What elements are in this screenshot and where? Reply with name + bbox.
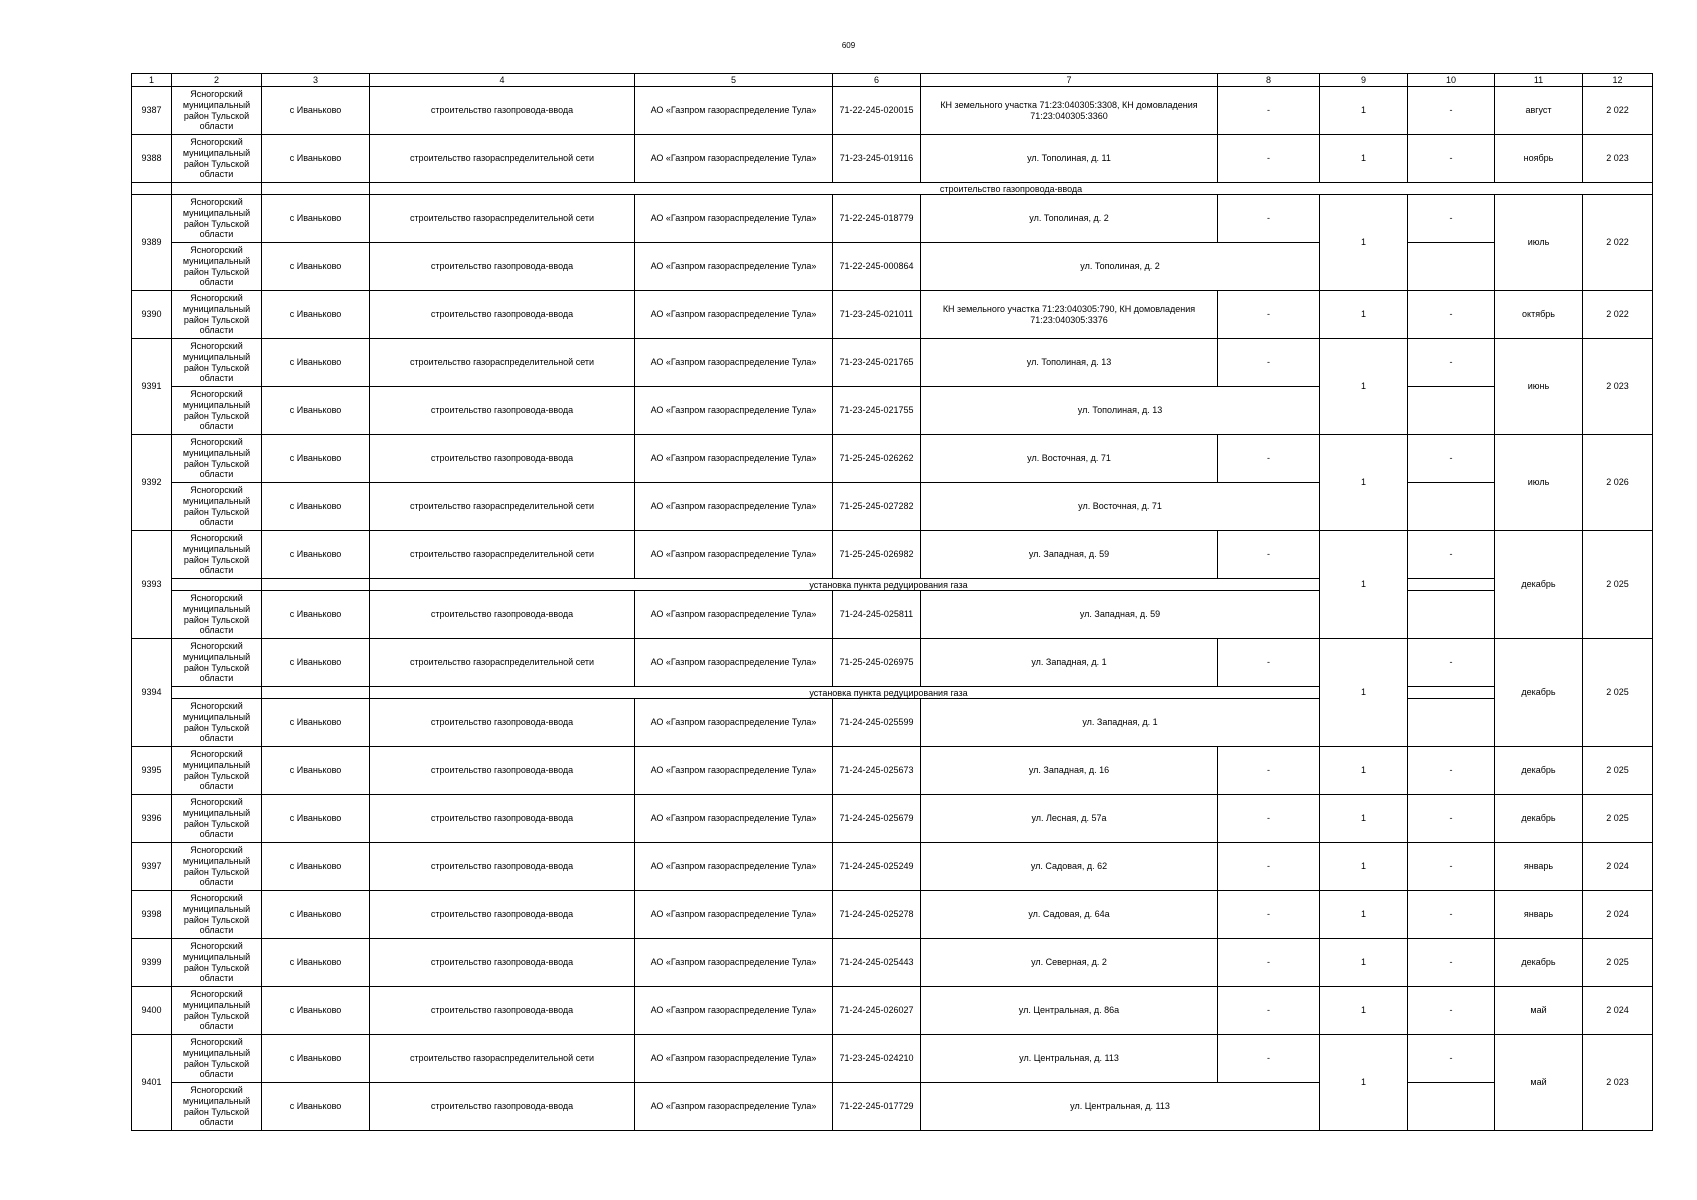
- organization-cell: АО «Газпром газораспределение Тула»: [635, 87, 833, 135]
- col9-cell: 1: [1320, 891, 1408, 939]
- district-cell: Ясногорский муниципальный район Тульской области: [172, 135, 262, 183]
- code-cell: 71-24-245-025673: [833, 747, 921, 795]
- section-row: [132, 687, 1653, 699]
- work-type-cell: строительство газопровода-ввода: [370, 939, 635, 987]
- organization-cell: АО «Газпром газораспределение Тула»: [635, 699, 833, 747]
- col9-cell: 1: [1320, 747, 1408, 795]
- district-cell: Ясногорский муниципальный район Тульской области: [172, 1083, 262, 1131]
- work-type-cell: строительство газораспределительной сети: [370, 531, 635, 579]
- col10-cell: -: [1408, 639, 1495, 687]
- col8-cell: -: [1218, 843, 1320, 891]
- district-cell: Ясногорский муниципальный район Тульской области: [172, 843, 262, 891]
- settlement-cell: с Иваньково: [262, 795, 370, 843]
- work-type-cell: строительство газопровода-ввода: [370, 291, 635, 339]
- empty-cell: [1408, 687, 1495, 699]
- table-row: [132, 135, 1653, 183]
- row-number: 9391: [132, 339, 172, 435]
- empty-cell: [172, 687, 262, 699]
- address-cell: ул. Восточная, д. 71: [921, 483, 1320, 531]
- table-row: [132, 639, 1653, 687]
- code-cell: 71-23-245-024210: [833, 1035, 921, 1083]
- col8-cell: -: [1218, 891, 1320, 939]
- table-row: [132, 339, 1653, 387]
- row-number: 9398: [132, 891, 172, 939]
- row-number: 9397: [132, 843, 172, 891]
- col8-cell: -: [1218, 195, 1320, 243]
- settlement-cell: с Иваньково: [262, 339, 370, 387]
- column-header: 8: [1218, 74, 1320, 87]
- empty-cell: [1408, 591, 1495, 639]
- address-cell: ул. Центральная, д. 113: [921, 1083, 1320, 1131]
- year-cell: 2 024: [1583, 843, 1653, 891]
- month-cell: январь: [1495, 843, 1583, 891]
- empty-cell: [132, 183, 172, 195]
- section-title: установка пункта редуцирования газа: [370, 579, 1408, 591]
- table-row: [132, 435, 1653, 483]
- year-cell: 2 022: [1583, 195, 1653, 291]
- organization-cell: АО «Газпром газораспределение Тула»: [635, 387, 833, 435]
- month-cell: май: [1495, 1035, 1583, 1131]
- table-row: [132, 1083, 1653, 1131]
- col10-cell: -: [1408, 87, 1495, 135]
- organization-cell: АО «Газпром газораспределение Тула»: [635, 531, 833, 579]
- work-type-cell: строительство газопровода-ввода: [370, 87, 635, 135]
- col9-cell: 1: [1320, 435, 1408, 531]
- code-cell: 71-25-245-026975: [833, 639, 921, 687]
- settlement-cell: с Иваньково: [262, 843, 370, 891]
- district-cell: Ясногорский муниципальный район Тульской области: [172, 891, 262, 939]
- column-header: 7: [921, 74, 1218, 87]
- column-header: 9: [1320, 74, 1408, 87]
- settlement-cell: с Иваньково: [262, 747, 370, 795]
- col9-cell: 1: [1320, 87, 1408, 135]
- col9-cell: 1: [1320, 843, 1408, 891]
- month-cell: ноябрь: [1495, 135, 1583, 183]
- work-type-cell: строительство газопровода-ввода: [370, 243, 635, 291]
- month-cell: июль: [1495, 435, 1583, 531]
- year-cell: 2 024: [1583, 987, 1653, 1035]
- year-cell: 2 023: [1583, 1035, 1653, 1131]
- settlement-cell: с Иваньково: [262, 531, 370, 579]
- col10-cell: -: [1408, 531, 1495, 579]
- settlement-cell: с Иваньково: [262, 291, 370, 339]
- address-cell: ул. Тополиная, д. 13: [921, 339, 1218, 387]
- year-cell: 2 023: [1583, 135, 1653, 183]
- work-type-cell: строительство газопровода-ввода: [370, 1083, 635, 1131]
- organization-cell: АО «Газпром газораспределение Тула»: [635, 483, 833, 531]
- col8-cell: -: [1218, 435, 1320, 483]
- year-cell: 2 025: [1583, 531, 1653, 639]
- table-row: [132, 243, 1653, 291]
- code-cell: 71-24-245-025599: [833, 699, 921, 747]
- month-cell: август: [1495, 87, 1583, 135]
- organization-cell: АО «Газпром газораспределение Тула»: [635, 243, 833, 291]
- district-cell: Ясногорский муниципальный район Тульской области: [172, 195, 262, 243]
- column-header: 5: [635, 74, 833, 87]
- district-cell: Ясногорский муниципальный район Тульской области: [172, 639, 262, 687]
- year-cell: 2 025: [1583, 639, 1653, 747]
- col9-cell: 1: [1320, 987, 1408, 1035]
- col8-cell: -: [1218, 987, 1320, 1035]
- table-row: [132, 87, 1653, 135]
- address-cell: ул. Западная, д. 59: [921, 531, 1218, 579]
- address-cell: ул. Центральная, д. 86а: [921, 987, 1218, 1035]
- district-cell: Ясногорский муниципальный район Тульской области: [172, 1035, 262, 1083]
- column-header: 6: [833, 74, 921, 87]
- district-cell: Ясногорский муниципальный район Тульской области: [172, 987, 262, 1035]
- month-cell: июль: [1495, 195, 1583, 291]
- row-number: 9395: [132, 747, 172, 795]
- empty-cell: [1408, 387, 1495, 435]
- row-number: 9400: [132, 987, 172, 1035]
- code-cell: 71-25-245-027282: [833, 483, 921, 531]
- code-cell: 71-24-245-025443: [833, 939, 921, 987]
- row-number: 9392: [132, 435, 172, 531]
- organization-cell: АО «Газпром газораспределение Тула»: [635, 795, 833, 843]
- district-cell: Ясногорский муниципальный район Тульской области: [172, 243, 262, 291]
- col9-cell: 1: [1320, 531, 1408, 639]
- col8-cell: -: [1218, 135, 1320, 183]
- month-cell: декабрь: [1495, 939, 1583, 987]
- code-cell: 71-23-245-021765: [833, 339, 921, 387]
- work-type-cell: строительство газопровода-ввода: [370, 747, 635, 795]
- work-type-cell: строительство газопровода-ввода: [370, 387, 635, 435]
- table-row: [132, 591, 1653, 639]
- col8-cell: -: [1218, 747, 1320, 795]
- empty-cell: [1408, 699, 1495, 747]
- column-header: 12: [1583, 74, 1653, 87]
- empty-cell: [172, 579, 262, 591]
- settlement-cell: с Иваньково: [262, 639, 370, 687]
- section-title: строительство газопровода-ввода: [370, 183, 1653, 195]
- work-type-cell: строительство газопровода-ввода: [370, 987, 635, 1035]
- column-header: 3: [262, 74, 370, 87]
- table-row: [132, 939, 1653, 987]
- organization-cell: АО «Газпром газораспределение Тула»: [635, 1083, 833, 1131]
- work-type-cell: строительство газопровода-ввода: [370, 795, 635, 843]
- address-cell: ул. Восточная, д. 71: [921, 435, 1218, 483]
- section-row: [132, 183, 1653, 195]
- col10-cell: -: [1408, 987, 1495, 1035]
- address-cell: ул. Западная, д. 16: [921, 747, 1218, 795]
- table-row: [132, 483, 1653, 531]
- work-type-cell: строительство газораспределительной сети: [370, 639, 635, 687]
- address-cell: ул. Северная, д. 2: [921, 939, 1218, 987]
- code-cell: 71-24-245-025811: [833, 591, 921, 639]
- year-cell: 2 025: [1583, 939, 1653, 987]
- organization-cell: АО «Газпром газораспределение Тула»: [635, 291, 833, 339]
- code-cell: 71-25-245-026982: [833, 531, 921, 579]
- month-cell: декабрь: [1495, 531, 1583, 639]
- work-type-cell: строительство газораспределительной сети: [370, 135, 635, 183]
- code-cell: 71-24-245-026027: [833, 987, 921, 1035]
- col8-cell: -: [1218, 531, 1320, 579]
- address-cell: ул. Тополиная, д. 11: [921, 135, 1218, 183]
- code-cell: 71-24-245-025679: [833, 795, 921, 843]
- work-type-cell: строительство газораспределительной сети: [370, 1035, 635, 1083]
- work-type-cell: строительство газораспределительной сети: [370, 195, 635, 243]
- row-number: 9399: [132, 939, 172, 987]
- empty-cell: [262, 183, 370, 195]
- district-cell: Ясногорский муниципальный район Тульской области: [172, 387, 262, 435]
- organization-cell: АО «Газпром газораспределение Тула»: [635, 591, 833, 639]
- year-cell: 2 025: [1583, 795, 1653, 843]
- address-cell: ул. Западная, д. 59: [921, 591, 1320, 639]
- address-cell: ул. Садовая, д. 62: [921, 843, 1218, 891]
- district-cell: Ясногорский муниципальный район Тульской области: [172, 87, 262, 135]
- settlement-cell: с Иваньково: [262, 1035, 370, 1083]
- col10-cell: -: [1408, 891, 1495, 939]
- row-number: 9389: [132, 195, 172, 291]
- organization-cell: АО «Газпром газораспределение Тула»: [635, 891, 833, 939]
- row-number: 9390: [132, 291, 172, 339]
- col9-cell: 1: [1320, 939, 1408, 987]
- settlement-cell: с Иваньково: [262, 1083, 370, 1131]
- col10-cell: -: [1408, 435, 1495, 483]
- col10-cell: -: [1408, 339, 1495, 387]
- address-cell: ул. Западная, д. 1: [921, 639, 1218, 687]
- col10-cell: -: [1408, 795, 1495, 843]
- address-cell: ул. Тополиная, д. 2: [921, 195, 1218, 243]
- col10-cell: -: [1408, 1035, 1495, 1083]
- col9-cell: 1: [1320, 639, 1408, 747]
- empty-cell: [262, 579, 370, 591]
- col9-cell: 1: [1320, 1035, 1408, 1131]
- month-cell: декабрь: [1495, 795, 1583, 843]
- col9-cell: 1: [1320, 291, 1408, 339]
- organization-cell: АО «Газпром газораспределение Тула»: [635, 435, 833, 483]
- empty-cell: [1408, 1083, 1495, 1131]
- col8-cell: -: [1218, 795, 1320, 843]
- table-row: [132, 699, 1653, 747]
- section-row: [132, 579, 1653, 591]
- district-cell: Ясногорский муниципальный район Тульской области: [172, 483, 262, 531]
- district-cell: Ясногорский муниципальный район Тульской области: [172, 291, 262, 339]
- work-type-cell: строительство газораспределительной сети: [370, 339, 635, 387]
- table-row: [132, 195, 1653, 243]
- organization-cell: АО «Газпром газораспределение Тула»: [635, 987, 833, 1035]
- code-cell: 71-22-245-017729: [833, 1083, 921, 1131]
- empty-cell: [1408, 243, 1495, 291]
- table-row: [132, 987, 1653, 1035]
- address-cell: ул. Центральная, д. 113: [921, 1035, 1218, 1083]
- empty-cell: [1408, 483, 1495, 531]
- row-number: 9388: [132, 135, 172, 183]
- year-cell: 2 022: [1583, 87, 1653, 135]
- row-number: 9393: [132, 531, 172, 639]
- code-cell: 71-23-245-019116: [833, 135, 921, 183]
- col8-cell: -: [1218, 291, 1320, 339]
- year-cell: 2 026: [1583, 435, 1653, 531]
- column-number-row: [132, 74, 1653, 87]
- col9-cell: 1: [1320, 135, 1408, 183]
- organization-cell: АО «Газпром газораспределение Тула»: [635, 339, 833, 387]
- column-header: 11: [1495, 74, 1583, 87]
- empty-cell: [262, 687, 370, 699]
- table-row: [132, 291, 1653, 339]
- col8-cell: -: [1218, 1035, 1320, 1083]
- code-cell: 71-22-245-000864: [833, 243, 921, 291]
- organization-cell: АО «Газпром газораспределение Тула»: [635, 939, 833, 987]
- table-row: [132, 891, 1653, 939]
- code-cell: 71-25-245-026262: [833, 435, 921, 483]
- work-type-cell: строительство газопровода-ввода: [370, 699, 635, 747]
- organization-cell: АО «Газпром газораспределение Тула»: [635, 843, 833, 891]
- month-cell: январь: [1495, 891, 1583, 939]
- address-cell: КН земельного участка 71:23:040305:790, КН домовладения 71:23:040305:3376: [921, 291, 1218, 339]
- address-cell: КН земельного участка 71:23:040305:3308, КН домовладения 71:23:040305:3360: [921, 87, 1218, 135]
- table-row: [132, 795, 1653, 843]
- code-cell: 71-23-245-021755: [833, 387, 921, 435]
- table-row: [132, 1035, 1653, 1083]
- code-cell: 71-24-245-025249: [833, 843, 921, 891]
- work-type-cell: строительство газораспределительной сети: [370, 483, 635, 531]
- table-row: [132, 387, 1653, 435]
- col8-cell: -: [1218, 87, 1320, 135]
- district-cell: Ясногорский муниципальный район Тульской области: [172, 699, 262, 747]
- settlement-cell: с Иваньково: [262, 87, 370, 135]
- work-type-cell: строительство газопровода-ввода: [370, 435, 635, 483]
- code-cell: 71-22-245-020015: [833, 87, 921, 135]
- col9-cell: 1: [1320, 195, 1408, 291]
- district-cell: Ясногорский муниципальный район Тульской области: [172, 531, 262, 579]
- year-cell: 2 024: [1583, 891, 1653, 939]
- row-number: 9394: [132, 639, 172, 747]
- settlement-cell: с Иваньково: [262, 435, 370, 483]
- settlement-cell: с Иваньково: [262, 591, 370, 639]
- col8-cell: -: [1218, 639, 1320, 687]
- empty-cell: [1408, 579, 1495, 591]
- settlement-cell: с Иваньково: [262, 987, 370, 1035]
- district-cell: Ясногорский муниципальный район Тульской области: [172, 939, 262, 987]
- organization-cell: АО «Газпром газораспределение Тула»: [635, 195, 833, 243]
- settlement-cell: с Иваньково: [262, 243, 370, 291]
- year-cell: 2 025: [1583, 747, 1653, 795]
- month-cell: декабрь: [1495, 747, 1583, 795]
- code-cell: 71-24-245-025278: [833, 891, 921, 939]
- organization-cell: АО «Газпром газораспределение Тула»: [635, 639, 833, 687]
- code-cell: 71-23-245-021011: [833, 291, 921, 339]
- row-number: 9387: [132, 87, 172, 135]
- district-cell: Ясногорский муниципальный район Тульской области: [172, 339, 262, 387]
- district-cell: Ясногорский муниципальный район Тульской области: [172, 747, 262, 795]
- district-cell: Ясногорский муниципальный район Тульской области: [172, 435, 262, 483]
- district-cell: Ясногорский муниципальный район Тульской области: [172, 795, 262, 843]
- month-cell: октябрь: [1495, 291, 1583, 339]
- address-cell: ул. Тополиная, д. 2: [921, 243, 1320, 291]
- address-cell: ул. Садовая, д. 64а: [921, 891, 1218, 939]
- work-type-cell: строительство газопровода-ввода: [370, 591, 635, 639]
- settlement-cell: с Иваньково: [262, 135, 370, 183]
- col8-cell: -: [1218, 339, 1320, 387]
- col10-cell: -: [1408, 747, 1495, 795]
- column-header: 10: [1408, 74, 1495, 87]
- settlement-cell: с Иваньково: [262, 195, 370, 243]
- table-row: [132, 843, 1653, 891]
- work-type-cell: строительство газопровода-ввода: [370, 843, 635, 891]
- col8-cell: -: [1218, 939, 1320, 987]
- table-row: [132, 531, 1653, 579]
- work-type-cell: строительство газопровода-ввода: [370, 891, 635, 939]
- settlement-cell: с Иваньково: [262, 483, 370, 531]
- year-cell: 2 023: [1583, 339, 1653, 435]
- settlement-cell: с Иваньково: [262, 699, 370, 747]
- register-table: [131, 73, 1653, 1131]
- organization-cell: АО «Газпром газораспределение Тула»: [635, 747, 833, 795]
- settlement-cell: с Иваньково: [262, 939, 370, 987]
- month-cell: июнь: [1495, 339, 1583, 435]
- col10-cell: -: [1408, 195, 1495, 243]
- settlement-cell: с Иваньково: [262, 891, 370, 939]
- settlement-cell: с Иваньково: [262, 387, 370, 435]
- month-cell: май: [1495, 987, 1583, 1035]
- address-cell: ул. Лесная, д. 57а: [921, 795, 1218, 843]
- col10-cell: -: [1408, 135, 1495, 183]
- month-cell: декабрь: [1495, 639, 1583, 747]
- col9-cell: 1: [1320, 795, 1408, 843]
- organization-cell: АО «Газпром газораспределение Тула»: [635, 135, 833, 183]
- address-cell: ул. Тополиная, д. 13: [921, 387, 1320, 435]
- col10-cell: -: [1408, 939, 1495, 987]
- year-cell: 2 022: [1583, 291, 1653, 339]
- col10-cell: -: [1408, 843, 1495, 891]
- code-cell: 71-22-245-018779: [833, 195, 921, 243]
- row-number: 9401: [132, 1035, 172, 1131]
- column-header: 1: [132, 74, 172, 87]
- empty-cell: [172, 183, 262, 195]
- district-cell: Ясногорский муниципальный район Тульской области: [172, 591, 262, 639]
- section-title: установка пункта редуцирования газа: [370, 687, 1408, 699]
- column-header: 2: [172, 74, 262, 87]
- organization-cell: АО «Газпром газораспределение Тула»: [635, 1035, 833, 1083]
- col9-cell: 1: [1320, 339, 1408, 435]
- row-number: 9396: [132, 795, 172, 843]
- page-number: 609: [841, 41, 856, 50]
- column-header: 4: [370, 74, 635, 87]
- address-cell: ул. Западная, д. 1: [921, 699, 1320, 747]
- col10-cell: -: [1408, 291, 1495, 339]
- table-row: [132, 747, 1653, 795]
